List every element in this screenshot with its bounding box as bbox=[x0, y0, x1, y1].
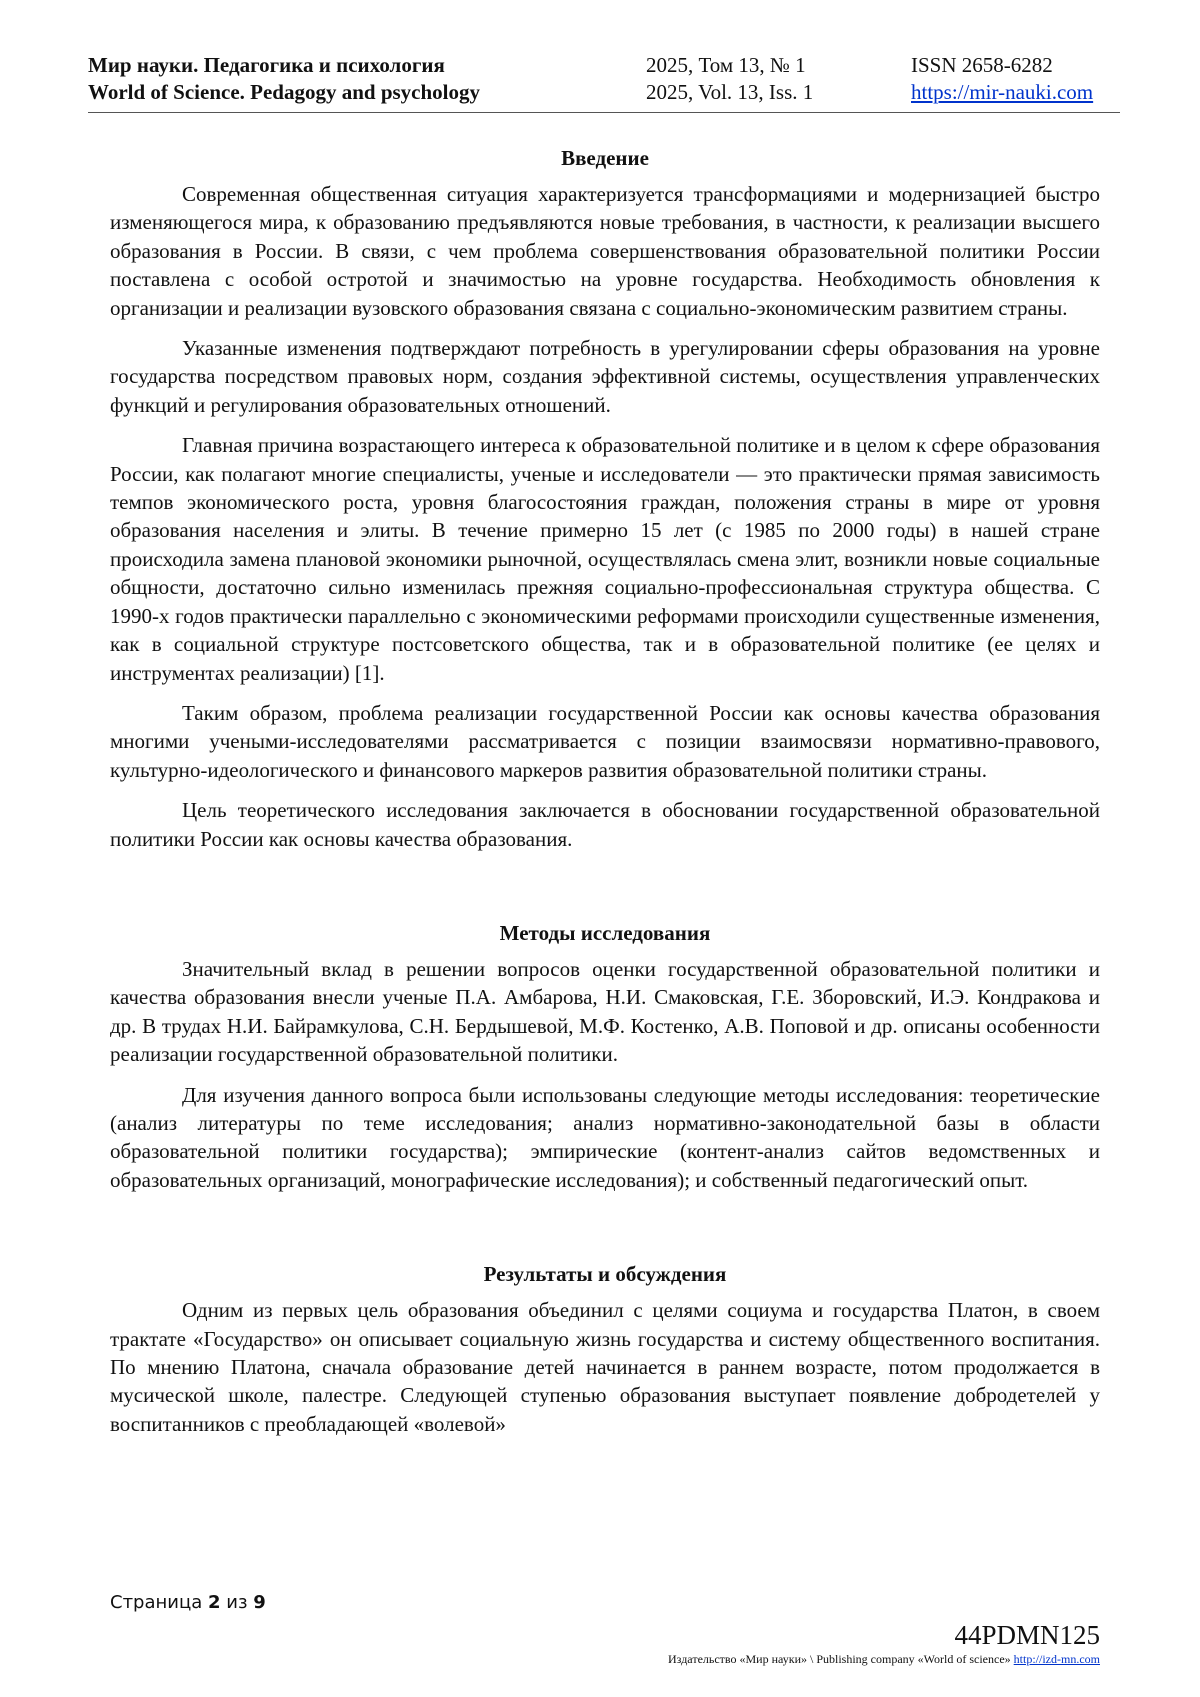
paragraph: Главная причина возрастающего интереса к образовательной политике и в целом к сфере образования России, как полагают многие специалисты, ученые и исследователи — это практически прямая зависимость темпов экономического роста, уровня благосостояния граждан, положения страны в мире от уровня образования населения и элиты. В течение примерно 15 лет (с 1985 по 2000 годы) в нашей стране происходила замена плановой экономики рыночной, осуществлялась смена элит, возникли новые социальные общности, достаточно сильно изменилась прежняя социально-профессиональная структура общества. С 1990-х годов практически параллельно с экономическими реформами происходили существенные изменения, как в социальной структуре постсоветского общества, так и в образовательной политике (ее целях и инструментах реализации) [1]. bbox=[110, 433, 1100, 685]
publisher-text: Издательство «Мир науки» \ Publishing company «World of science» bbox=[668, 1652, 1011, 1666]
article-code: 44PDMN125 bbox=[954, 1620, 1100, 1650]
section-heading-results: Результаты и обсуждения bbox=[483, 1262, 727, 1287]
page-current: 2 bbox=[208, 1592, 221, 1613]
paragraph: Значительный вклад в решении вопросов оценки государственной образовательной политики и качества образования внесли ученые П.А. Амбарова, Н.И. Смаковская, Г.Е. Зборовский, И.Э. Кондракова и др. В трудах Н.И. Байрамкулова, С.Н. Бердышевой, М.Ф. Костенко, А.В. Поповой и др. описаны особенности реализации государственной образовательной политики. bbox=[110, 956, 1100, 1067]
page-header bbox=[88, 52, 1120, 113]
paragraph: Для изучения данного вопроса были использованы следующие методы исследования: теоретические (анализ литературы по теме исследования; анализ нормативно-законодательной базы в области образовательной политики государства); эмпирические (контент-анализ сайтов ведомственных и образовательных организаций, монографические исследования); и собственный педагогический опыт. bbox=[110, 1082, 1100, 1192]
journal-url-link[interactable]: https://mir-nauki.com bbox=[911, 80, 1094, 104]
volume-block bbox=[646, 52, 813, 106]
publisher-url-link[interactable]: http://izd-mn.com bbox=[1013, 1652, 1100, 1666]
publisher-line bbox=[668, 1652, 1100, 1667]
page-label: Страница bbox=[110, 1592, 203, 1613]
issn: ISSN 2658-6282 bbox=[911, 53, 1053, 77]
paragraph: Одним из первых цель образования объединил с целями социума и государства Платон, в своем трактате «Государство» он описывает социальную жизнь государства и систему общественного воспитания. По мнению Платона, сначала образование детей начинается в раннем возрасте, потом продолжается в мусической школе, палестре. Следующей ступенью образования выступает появление добродетелей у воспитанников с преобладающей «волевой» bbox=[110, 1298, 1100, 1436]
section-heading-methods: Методы исследования bbox=[499, 920, 711, 945]
page-total: 9 bbox=[253, 1592, 266, 1613]
page-number bbox=[110, 1592, 266, 1613]
volume-ru: 2025, Том 13, № 1 bbox=[646, 53, 806, 77]
section-heading-intro: Введение bbox=[561, 146, 649, 170]
issn-block bbox=[911, 52, 1093, 106]
journal-title-ru: Мир науки. Педагогика и психология bbox=[88, 53, 445, 77]
paragraph: Таким образом, проблема реализации государственной России как основы качества образования многими учеными-исследователями рассматривается с позиции взаимосвязи нормативно-правового, культурно-идеологического и финансового маркеров развития образовательной политики страны. bbox=[110, 700, 1100, 782]
paragraph: Указанные изменения подтверждают потребность в урегулировании сферы образования на уровне государства посредством правовых норм, создания эффективной системы, осуществления управленческих функций и регулирования образовательных отношений. bbox=[110, 336, 1100, 417]
page-of: из bbox=[226, 1592, 248, 1613]
journal-title-en: World of Science. Pedagogy and psychology bbox=[88, 80, 481, 104]
journal-title-block bbox=[88, 52, 480, 106]
paragraph: Современная общественная ситуация характеризуется трансформациями и модернизацией быстро изменяющегося мира, к образованию предъявляются новые требования, в частности, к реализации высшего образования в России. В связи, с чем проблема совершенствования образовательной политики России поставлена с особой остротой и значимостью на уровне государства. Необходимость обновления к организации и реализации вузовского образования связана с социально-экономическим развитием страны. bbox=[110, 182, 1100, 320]
paragraph: Цель теоретического исследования заключается в обосновании государственной образовательной политики России как основы качества образования. bbox=[110, 798, 1100, 851]
volume-en: 2025, Vol. 13, Iss. 1 bbox=[646, 80, 814, 104]
article-body bbox=[110, 144, 1100, 1450]
